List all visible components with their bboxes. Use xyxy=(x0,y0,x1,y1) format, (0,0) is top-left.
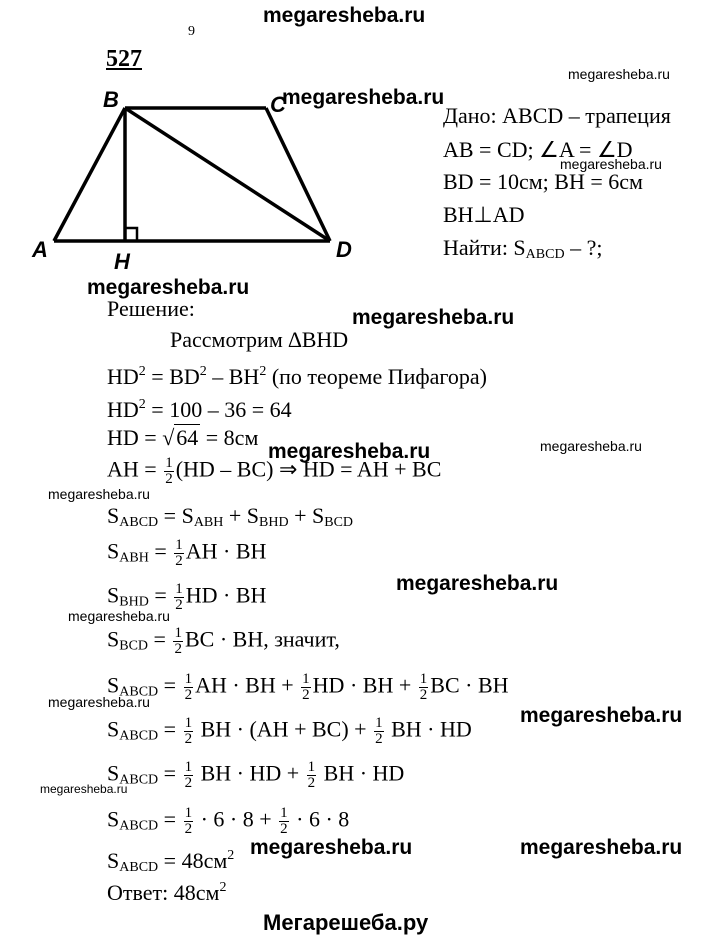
right-angle-mark xyxy=(125,228,137,241)
label-a: A xyxy=(32,237,48,262)
area-grouped-line: $S_{ABCD}$ = $\frac{1}{2}$ BH · (AH + BC) + $\frac{1}{2}$ BH · HD xyxy=(107,715,472,747)
watermark: megaresheba.ru xyxy=(396,572,559,595)
watermark: megaresheba.ru xyxy=(352,306,515,329)
given-line5: Найти: $S_{ABCD}$ – ?; xyxy=(443,235,603,262)
watermark: megaresheba.ru xyxy=(282,86,445,109)
answer-line: Ответ: $48см^2$ xyxy=(107,880,227,905)
area-simplified-line: $S_{ABCD}$ = $\frac{1}{2}$ BH · HD + $\frac{1}{2}$ BH · HD xyxy=(107,759,405,791)
label-b: B xyxy=(103,87,119,112)
area-expanded-line: $S_{ABCD}$ = $\frac{1}{2}$ AH · BH + $\frac{1}{2}$ HD · BH + $\frac{1}{2}$ BC · BH xyxy=(107,671,509,703)
watermark: megaresheba.ru xyxy=(520,836,683,859)
watermark-footer: Мегарешеба.ру xyxy=(263,910,429,935)
watermark: megaresheba.ru xyxy=(568,66,670,82)
pythagoras-line: $HD^2 = BD^2 - BH^2$ (по теореме Пифагора) xyxy=(107,364,487,389)
watermark: megaresheba.ru xyxy=(40,782,128,796)
area-sum-line: $S_{ABCD} = S_{ABH} + S_{BHD} + S_{BCD}$ xyxy=(107,503,354,530)
watermark: megaresheba.ru xyxy=(520,704,683,727)
area-result-line: $S_{ABCD} = 48см^2$ xyxy=(107,848,235,875)
root-line: HD = √64 = 8см xyxy=(107,425,259,450)
watermark: megaresheba.ru xyxy=(48,486,150,502)
label-h: H xyxy=(114,249,130,270)
area-bcd-line: $S_{BCD}$ = $\frac{1}{2}$ BC · BH, значит, xyxy=(107,625,340,657)
area-bhd-line: $S_{BHD}$ = $\frac{1}{2}$ HD · BH xyxy=(107,581,267,613)
ah-line: AH = $\frac{1}{2}$ (HD – BC) ⇒ HD = AH + BC xyxy=(107,455,442,487)
watermark: megaresheba.ru xyxy=(68,608,170,624)
calc-line: $HD^2 = 100 - 36 = 64$ xyxy=(107,397,292,422)
problem-number: 527 xyxy=(106,46,142,72)
stray-mark: 9 xyxy=(188,24,195,39)
watermark-header: megaresheba.ru xyxy=(263,4,426,27)
label-d: D xyxy=(336,237,352,262)
given-line4: BH⊥AD xyxy=(443,202,525,227)
watermark: megaresheba.ru xyxy=(268,440,431,463)
consider-line: Рассмотрим ∆BHD xyxy=(170,327,349,352)
given-line2: AB = CD; ∠A = ∠D xyxy=(443,137,633,162)
watermark: megaresheba.ru xyxy=(250,836,413,859)
given-line3: BD = 10см; BH = 6см xyxy=(443,169,643,194)
watermark: megaresheba.ru xyxy=(560,156,662,172)
side-ab xyxy=(54,108,125,241)
area-abh-line: $S_{ABH}$ = $\frac{1}{2}$ AH · BH xyxy=(107,537,267,569)
watermark: megaresheba.ru xyxy=(540,438,642,454)
label-c: C xyxy=(270,92,286,117)
watermark: megaresheba.ru xyxy=(48,694,150,710)
given-line1: Дано: ABCD – трапеция xyxy=(443,103,671,128)
watermark: megaresheba.ru xyxy=(87,276,250,299)
solution-heading: Решение: xyxy=(107,296,195,321)
area-numeric-line: $S_{ABCD}$ = $\frac{1}{2}$ · 6 · 8 + $\frac{1}{2}$ · 6 · 8 xyxy=(107,805,350,837)
